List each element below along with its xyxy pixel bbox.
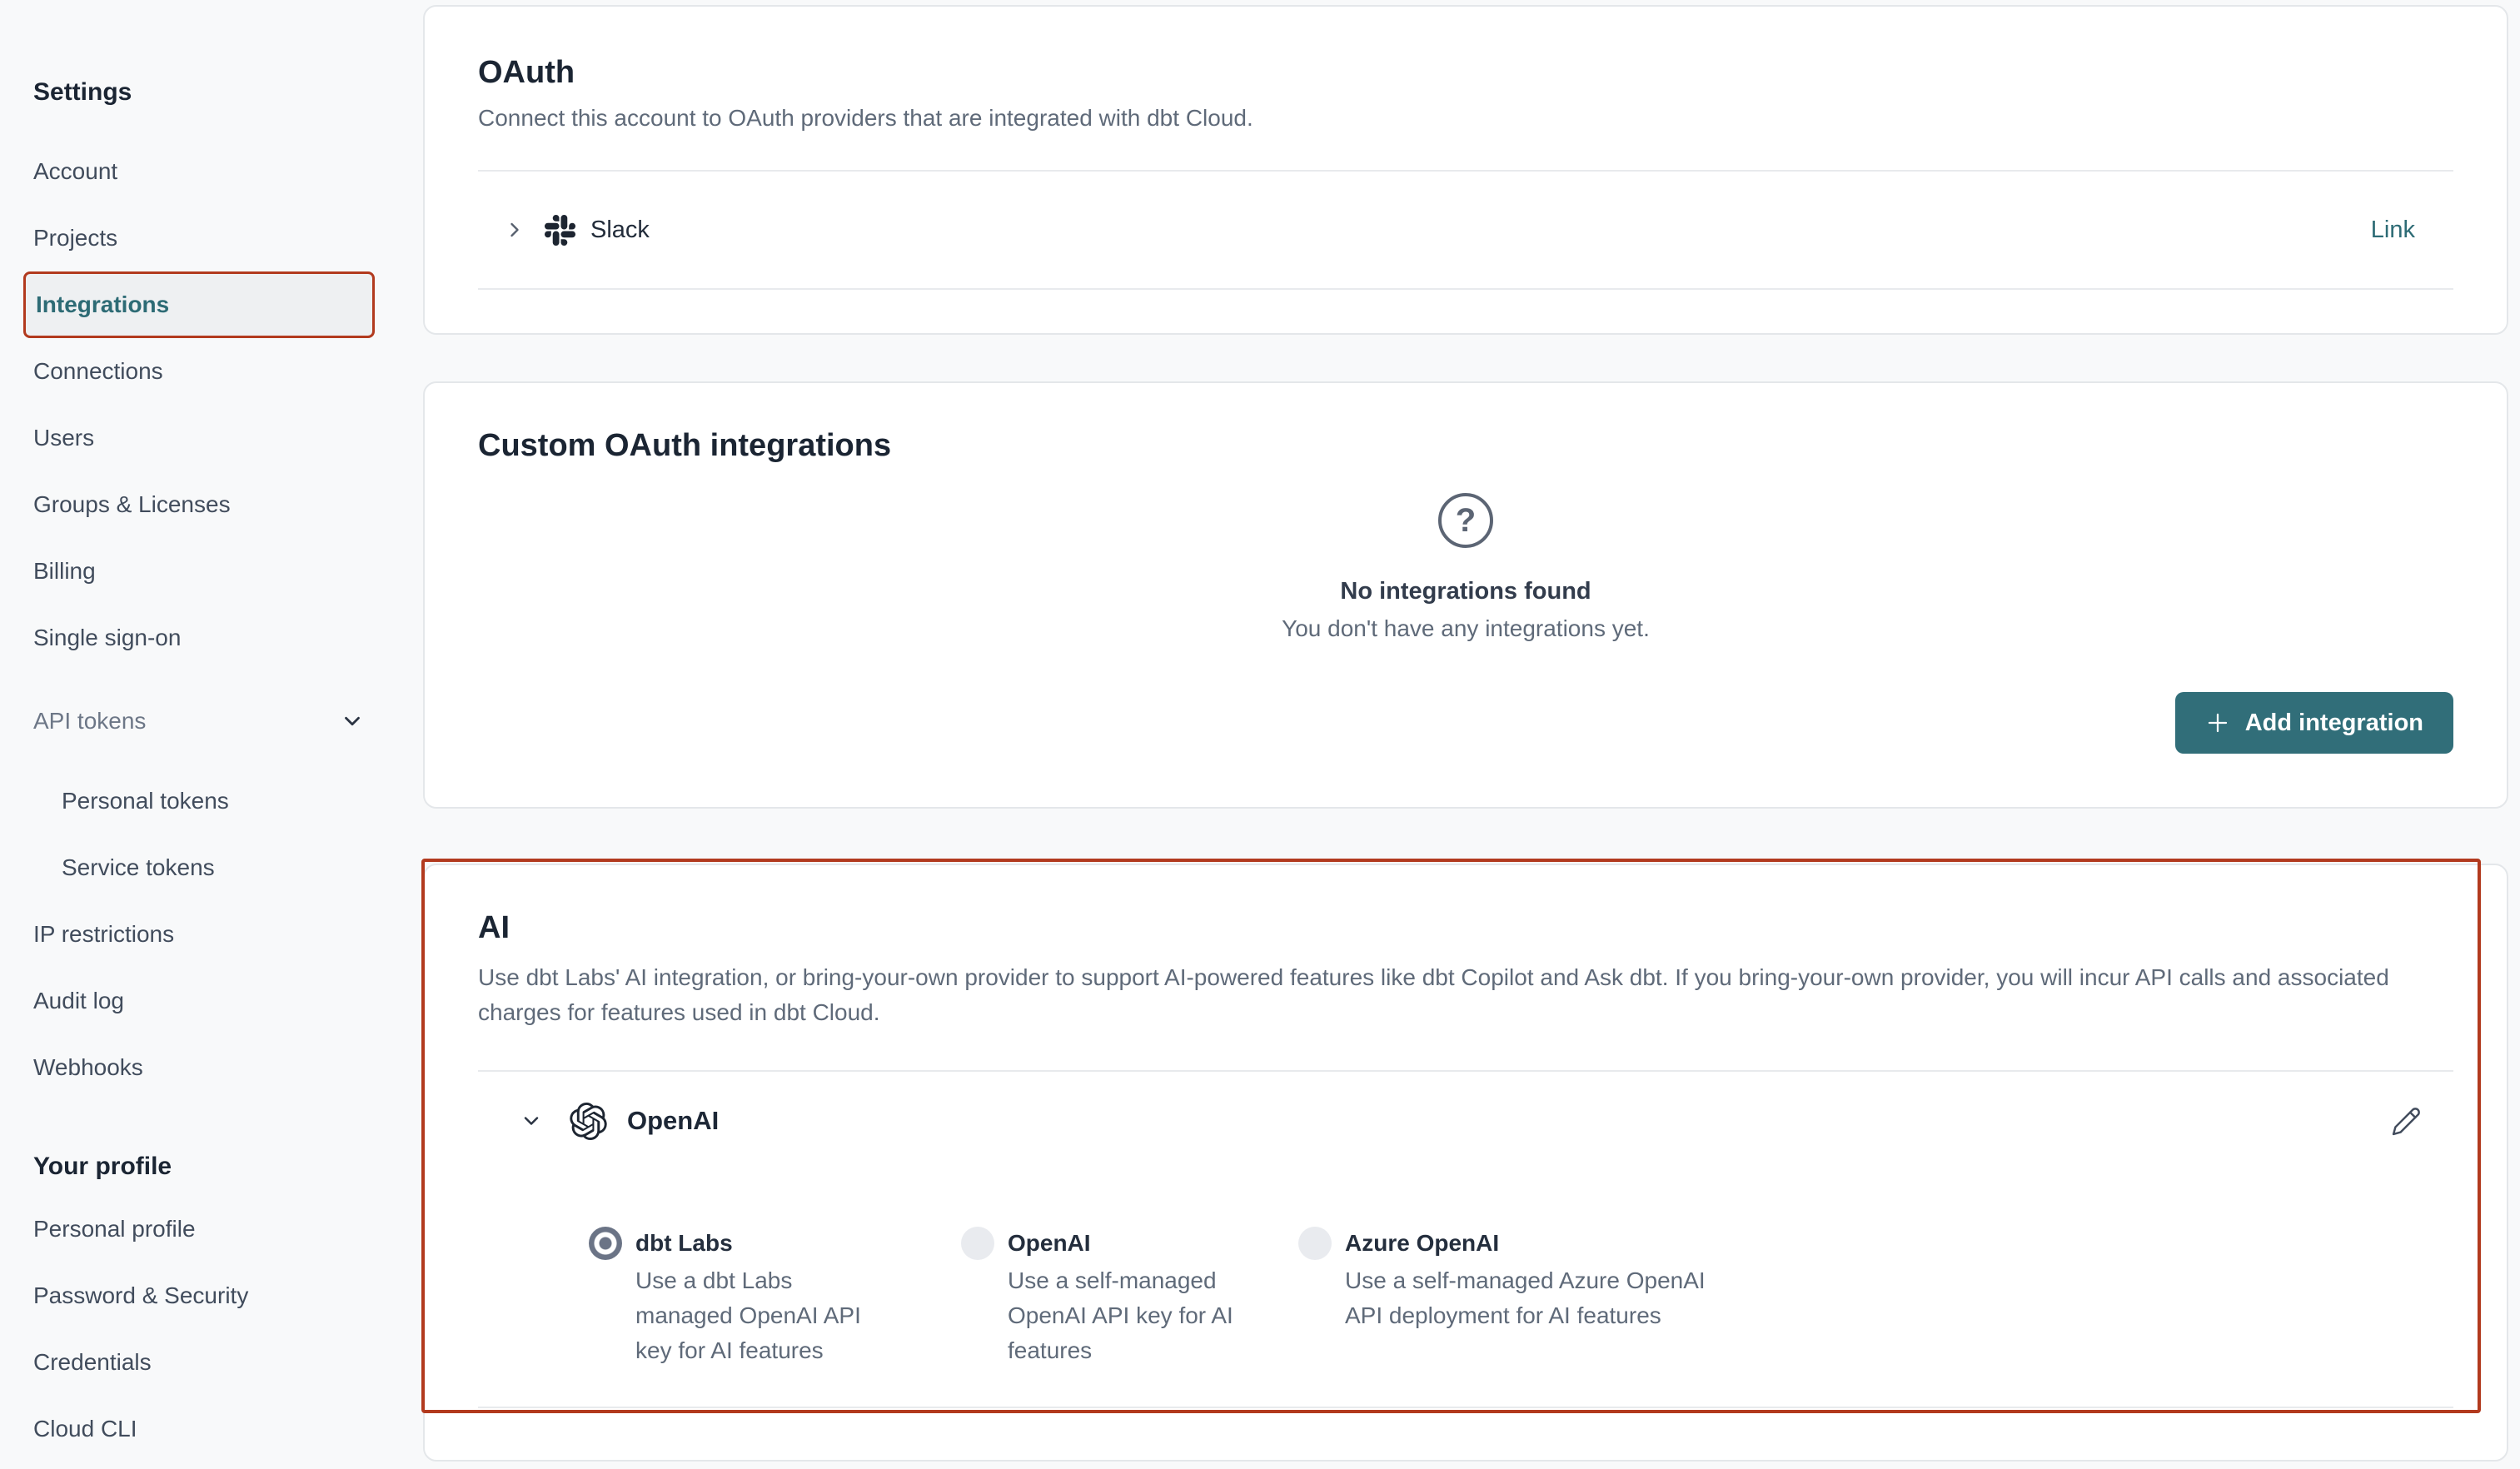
divider [478, 1407, 2453, 1408]
sidebar-item-billing[interactable]: Billing [33, 558, 96, 584]
settings-sidebar [0, 0, 423, 1469]
option-text [1008, 1228, 1262, 1368]
settings-nav [23, 138, 375, 1101]
empty-state-subtitle: You don't have any integrations yet. [1282, 615, 1650, 641]
empty-state [478, 465, 2453, 642]
sidebar-heading-your-profile: Your profile [33, 1153, 172, 1180]
oauth-card-subtitle: Connect this account to OAuth providers that are integrated with dbt Cloud. [478, 105, 1253, 131]
sidebar-item-audit-log[interactable]: Audit log [33, 988, 124, 1013]
sidebar-item-cloud-cli[interactable]: Cloud CLI [33, 1416, 137, 1442]
option-text [1345, 1228, 1728, 1333]
profile-nav [23, 1196, 375, 1462]
slack-provider-row[interactable] [478, 172, 2453, 288]
sidebar-item-account[interactable]: Account [33, 158, 118, 184]
custom-oauth-card-title: Custom OAuth integrations [478, 428, 892, 463]
sidebar-item-ip-restrictions[interactable]: IP restrictions [33, 921, 175, 947]
sidebar-item-service-tokens[interactable]: Service tokens [62, 854, 215, 880]
radio-azure-openai[interactable] [1298, 1227, 1332, 1260]
radio-dbt-labs[interactable] [589, 1227, 622, 1260]
divider [478, 288, 2453, 290]
sidebar-item-credentials[interactable]: Credentials [33, 1349, 152, 1375]
empty-state-title: No integrations found [1340, 578, 1591, 605]
sidebar-item-groups-licenses[interactable]: Groups & Licenses [33, 491, 231, 517]
sidebar-item-personal-profile[interactable]: Personal profile [33, 1216, 196, 1242]
ai-card-description: Use dbt Labs' AI integration, or bring-your-own provider to support AI-powered features like dbt Copilot and Ask dbt. If you bring-your-own provider, you will incur API calls and associated charges for features used in dbt Cloud. [478, 964, 2389, 1025]
sidebar-item-password-security[interactable]: Password & Security [33, 1282, 249, 1308]
sidebar-item-projects[interactable]: Projects [33, 225, 118, 251]
plus-icon [2205, 710, 2230, 735]
option-dbt-labs[interactable] [589, 1228, 961, 1368]
sidebar-item-users[interactable]: Users [33, 425, 95, 451]
main-content [423, 0, 2520, 1469]
option-label: OpenAI [1008, 1230, 1091, 1256]
add-integration-button[interactable]: Add integration [2175, 692, 2453, 754]
sidebar-item-webhooks[interactable]: Webhooks [33, 1054, 143, 1080]
sidebar-item-personal-tokens[interactable]: Personal tokens [62, 788, 229, 814]
option-openai[interactable] [961, 1228, 1298, 1368]
slack-link-action[interactable]: Link [2370, 216, 2415, 243]
option-text [635, 1228, 894, 1368]
sidebar-item-api-tokens[interactable]: API tokens [23, 688, 375, 754]
option-description: Use a self-managed OpenAI API key for AI features [1008, 1267, 1233, 1363]
sidebar-item-single-sign-on[interactable]: Single sign-on [33, 625, 182, 650]
button-row [478, 692, 2453, 754]
radio-openai[interactable] [961, 1227, 994, 1260]
ai-card [423, 864, 2508, 1462]
slack-provider-label: Slack [590, 216, 650, 243]
chevron-right-icon[interactable] [503, 218, 526, 242]
question-circle-icon: ? [1438, 493, 1493, 548]
custom-oauth-card [423, 381, 2508, 809]
sidebar-item-integrations[interactable]: Integrations [23, 271, 375, 338]
edit-pencil-icon[interactable] [2391, 1106, 2422, 1137]
openai-logo-icon [570, 1103, 607, 1140]
option-description: Use a self-managed Azure OpenAI API deployment for AI features [1345, 1267, 1706, 1328]
option-label: Azure OpenAI [1345, 1230, 1500, 1256]
option-azure-openai[interactable] [1298, 1228, 1728, 1368]
sidebar-heading-settings: Settings [33, 78, 132, 106]
ai-provider-options [478, 1228, 2453, 1368]
slack-logo-icon [545, 215, 575, 246]
openai-provider-row[interactable] [478, 1072, 2453, 1170]
oauth-card [423, 5, 2508, 335]
openai-provider-label: OpenAI [627, 1106, 720, 1135]
option-description: Use a dbt Labs managed OpenAI API key for AI features [635, 1267, 861, 1363]
sidebar-item-connections[interactable]: Connections [33, 358, 163, 384]
chevron-down-icon[interactable] [520, 1109, 543, 1133]
option-label: dbt Labs [635, 1230, 733, 1256]
ai-card-title: AI [478, 910, 510, 945]
chevron-down-icon [340, 709, 365, 734]
oauth-card-title: OAuth [478, 55, 575, 90]
